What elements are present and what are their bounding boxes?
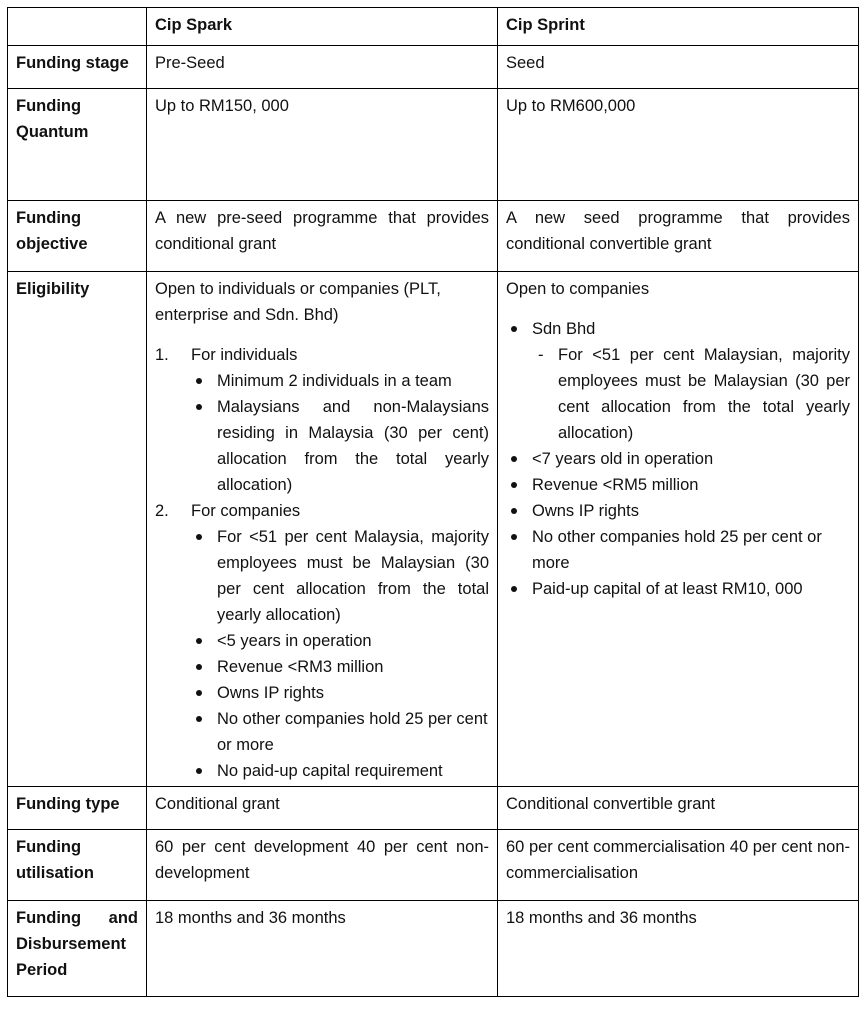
bullet-icon (511, 326, 517, 332)
list-item (506, 576, 850, 602)
row-funding-objective (8, 201, 859, 272)
bullet-icon (511, 482, 517, 488)
list-item-text: No paid-up capital requirement (217, 762, 443, 780)
list-item-text: Minimum 2 individuals in a team (217, 372, 452, 390)
row-eligibility (8, 272, 859, 787)
spark-eligibility (147, 272, 498, 787)
row-funding-quantum (8, 89, 859, 201)
spark-eligibility-intro: Open to individuals or companies (PLT, enterprise and Sdn. Bhd) (155, 280, 441, 324)
bullet-icon (511, 508, 517, 514)
spark-funding-utilisation: 60 per cent development 40 per cent non-development (147, 830, 498, 901)
label-line: Funding (16, 97, 82, 115)
sprint-funding-stage: Seed (498, 46, 859, 89)
list-item-text: <7 years old in operation (532, 450, 714, 468)
bullet-icon (511, 586, 517, 592)
list-item-text: No other companies hold 25 per cent or more (532, 528, 822, 572)
bullet-icon (196, 690, 202, 696)
bullet-icon (196, 378, 202, 384)
sprint-funding-quantum: Up to RM600,000 (498, 89, 859, 201)
label-line: Funding (16, 838, 82, 856)
spark-funding-quantum: Up to RM150, 000 (147, 89, 498, 201)
list-item (191, 680, 489, 706)
list-item (191, 394, 489, 498)
spark-funding-stage: Pre-Seed (147, 46, 498, 89)
bullet-icon (511, 456, 517, 462)
label-line: Funding (16, 209, 82, 227)
list-item (506, 524, 850, 576)
list-number: 2. (155, 502, 169, 520)
list-item (506, 316, 850, 446)
list-item-text: Malaysians and non-Malaysians residing in Malaysia (30 per cent) allocation from the total yearly allocation) (217, 398, 489, 494)
label-line: objective (16, 235, 88, 253)
sprint-funding-objective: A new seed programme that provides conditional convertible grant (498, 201, 859, 272)
bullet-icon (511, 534, 517, 540)
label-line: Quantum (16, 123, 89, 141)
list-item (191, 706, 489, 758)
list-item-text: <5 years in operation (217, 632, 372, 650)
sprint-eligibility-intro: Open to companies (506, 280, 650, 298)
list-item (191, 654, 489, 680)
bullet-icon (196, 716, 202, 722)
list-item (506, 498, 850, 524)
label-funding-quantum (8, 89, 147, 201)
row-funding-type (8, 787, 859, 830)
sprint-funding-period: 18 months and 36 months (498, 901, 859, 997)
comparison-table (7, 7, 859, 997)
list-item-text: For <51 per cent Malaysia, majority employees must be Malaysian (30 per cent allocation from the total yearly allocation) (217, 528, 489, 624)
bullet-icon (196, 664, 202, 670)
list-item-text: For <51 per cent Malaysian, majority employees must be Malaysian (30 per cent allocation from the total yearly allocation) (558, 346, 850, 442)
bullet-icon (196, 638, 202, 644)
label-line: utilisation (16, 864, 94, 882)
spark-funding-type: Conditional grant (147, 787, 498, 830)
spark-group-companies (155, 498, 489, 784)
list-item-text: Sdn Bhd (532, 320, 596, 338)
list-item (191, 758, 489, 784)
sub-list (532, 342, 850, 446)
bullet-icon (196, 404, 202, 410)
label-eligibility: Eligibility (8, 272, 147, 787)
group-items (191, 524, 489, 784)
label-funding-stage: Funding stage (8, 46, 147, 89)
list-item-text: No other companies hold 25 per cent or more (217, 710, 488, 754)
list-item (191, 524, 489, 628)
group-title: For companies (191, 502, 301, 520)
label-line: Disbursement (16, 935, 127, 953)
spark-funding-objective: A new pre-seed programme that provides conditional grant (147, 201, 498, 272)
sprint-funding-utilisation: 60 per cent commercialisation 40 per cent non-commercialisation (498, 830, 859, 901)
sprint-funding-type: Conditional convertible grant (498, 787, 859, 830)
bullet-icon (196, 534, 202, 540)
label-funding-period (8, 901, 147, 997)
list-item (506, 472, 850, 498)
dash-marker: - (538, 346, 544, 364)
bullet-icon (196, 768, 202, 774)
row-funding-period (8, 901, 859, 997)
list-item-text: Owns IP rights (217, 684, 324, 702)
label-funding-utilisation (8, 830, 147, 901)
header-cip-spark: Cip Spark (147, 8, 498, 46)
header-cip-sprint: Cip Sprint (498, 8, 859, 46)
sub-list-item (532, 342, 850, 446)
list-item (191, 628, 489, 654)
list-item-text: Paid-up capital of at least RM10, 000 (532, 580, 803, 598)
label-funding-type: Funding type (8, 787, 147, 830)
list-item-text: Revenue <RM5 million (532, 476, 699, 494)
row-funding-utilisation (8, 830, 859, 901)
list-number: 1. (155, 346, 169, 364)
list-item-text: Owns IP rights (532, 502, 639, 520)
header-row (8, 8, 859, 46)
label-funding-objective (8, 201, 147, 272)
spark-group-individuals (155, 342, 489, 498)
spark-funding-period: 18 months and 36 months (147, 901, 498, 997)
group-items (191, 368, 489, 498)
spark-eligibility-groups (155, 342, 489, 784)
sprint-eligibility (498, 272, 859, 787)
label-line: Funding and (16, 909, 138, 927)
group-title: For individuals (191, 346, 298, 364)
list-item-text: Revenue <RM3 million (217, 658, 384, 676)
row-funding-stage (8, 46, 859, 89)
list-item (506, 446, 850, 472)
list-item (191, 368, 489, 394)
label-line: Period (16, 961, 68, 979)
header-empty-cell (8, 8, 147, 46)
sprint-eligibility-list (506, 316, 850, 602)
